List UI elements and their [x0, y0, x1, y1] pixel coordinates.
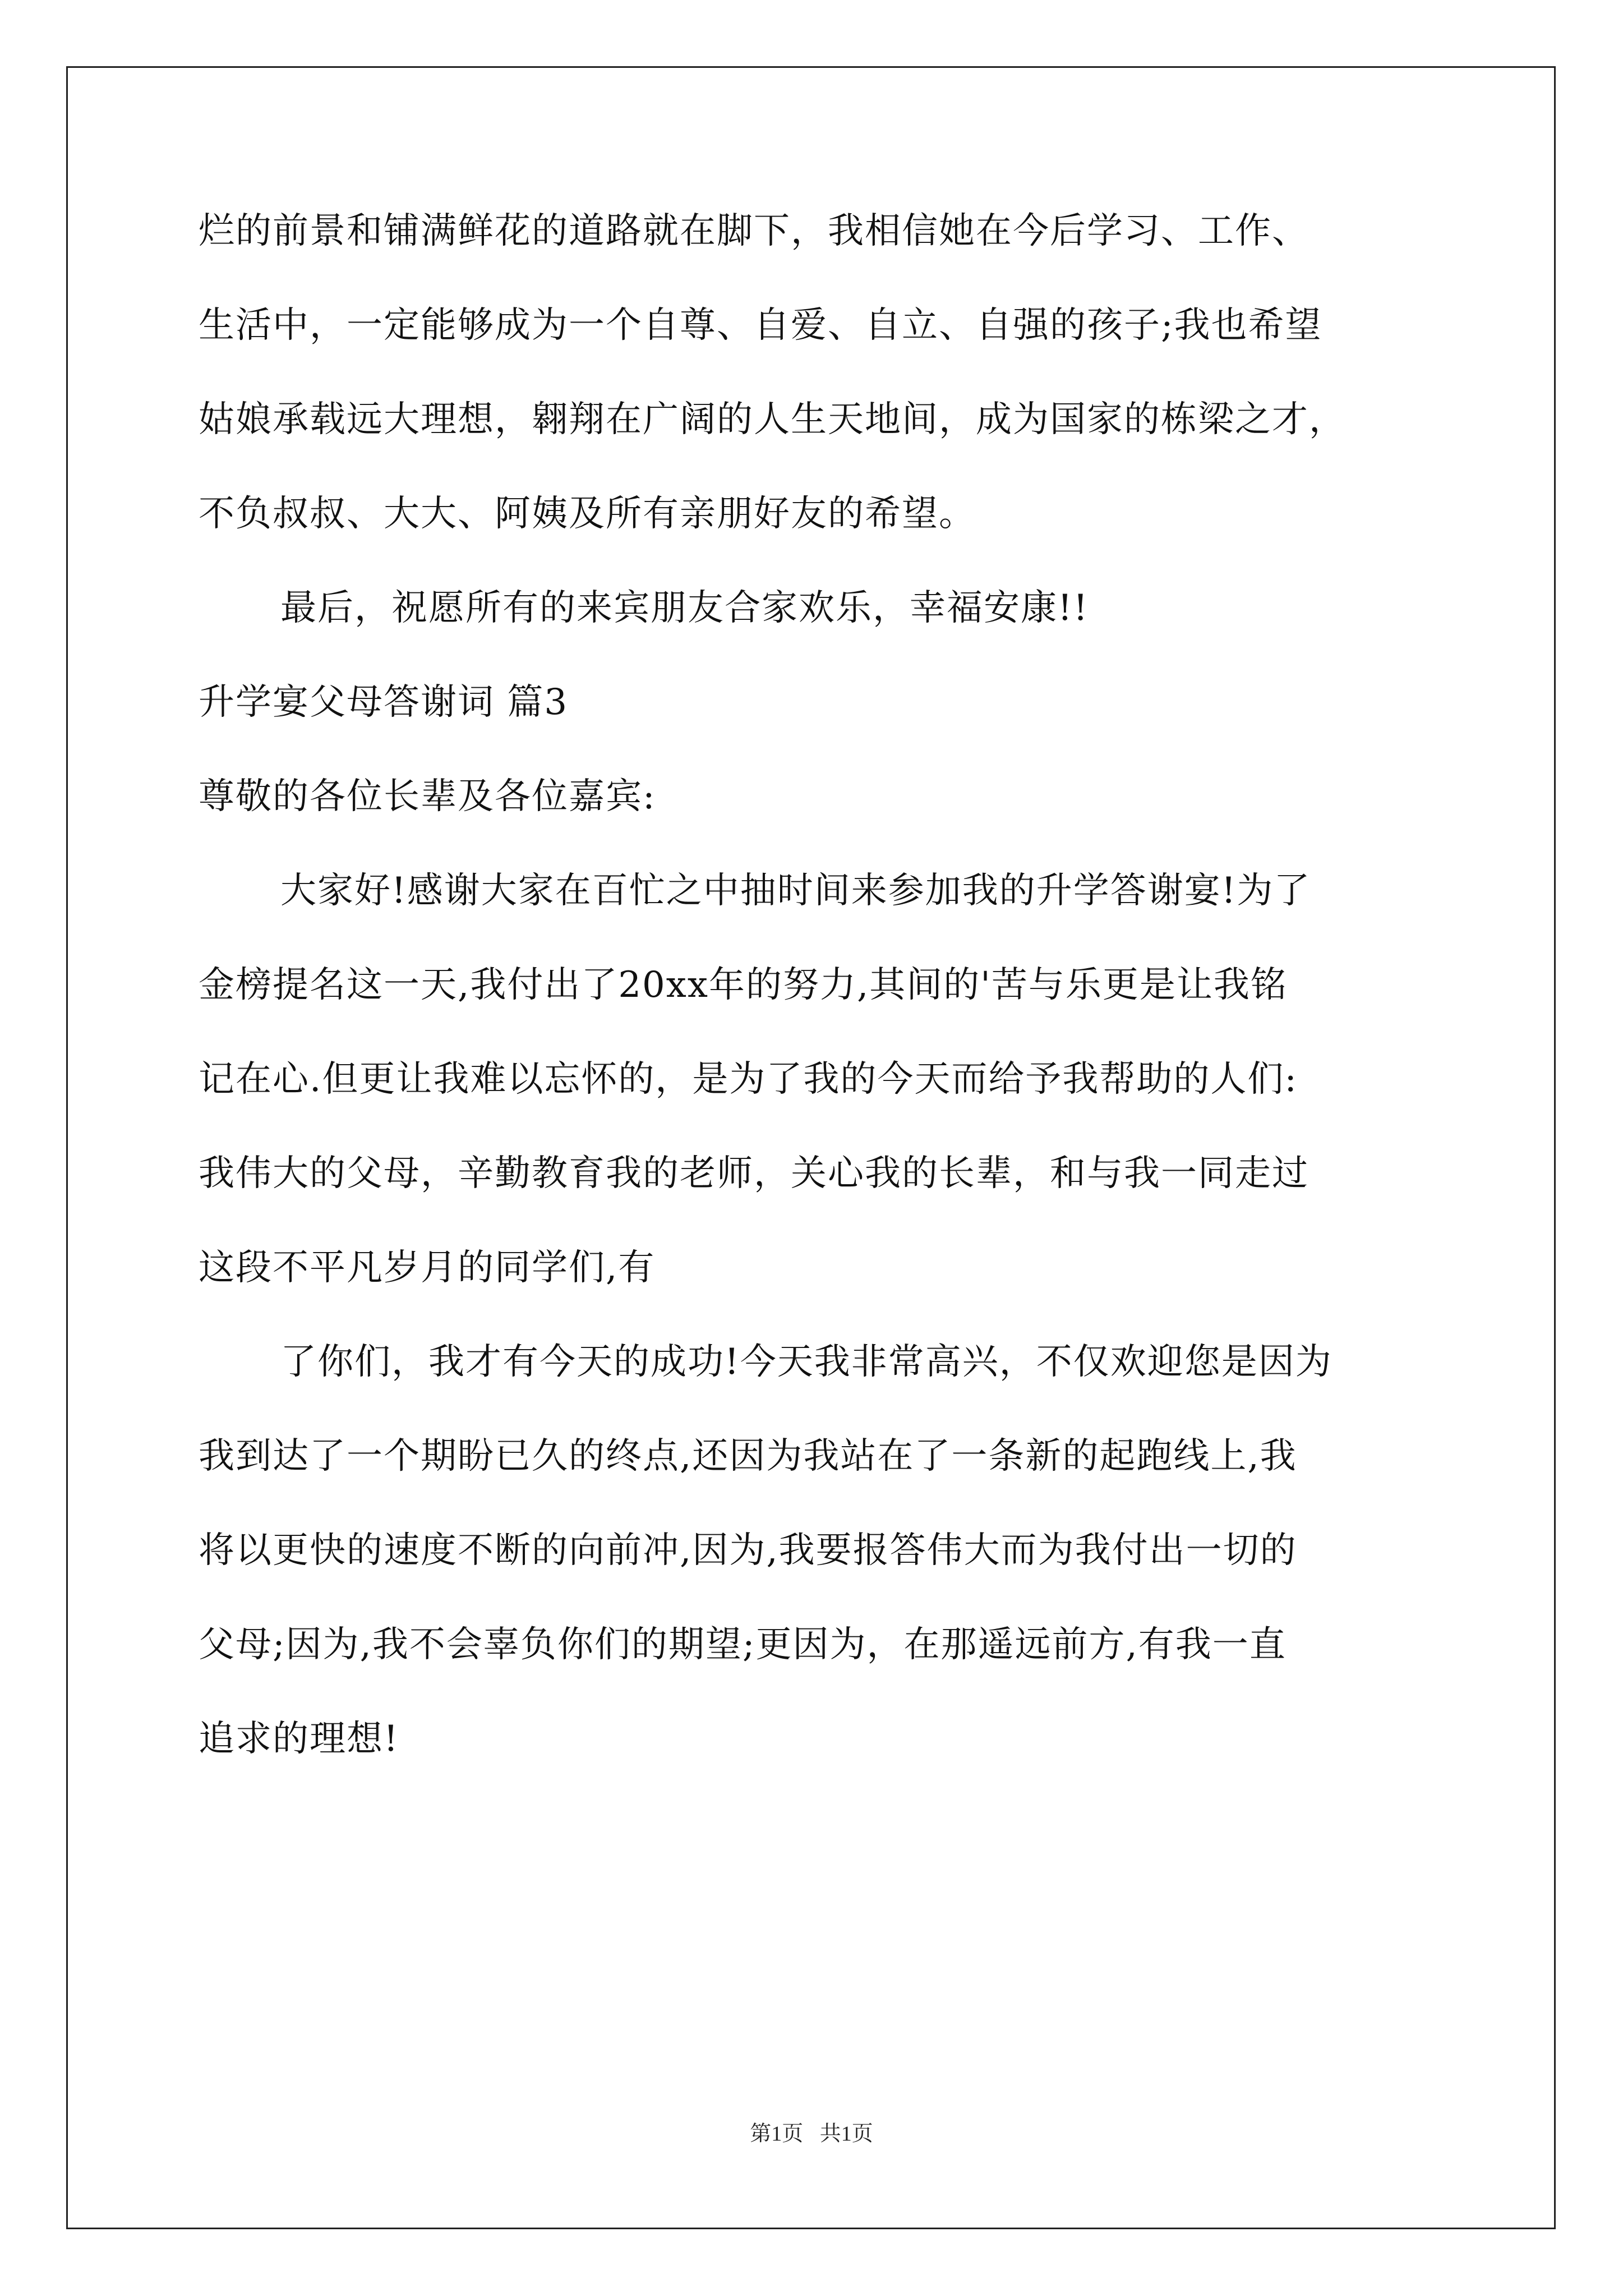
salutation: 尊敬的各位长辈及各位嘉宾:: [199, 776, 656, 817]
page-total: 共1页: [819, 2122, 873, 2146]
text-line: 不负叔叔、大大、阿姨及所有亲朋好友的希望。: [199, 493, 976, 535]
text-line: 父母;因为,我不会辜负你们的期望;更因为，在那遥远前方,有我一直: [199, 1624, 1287, 1665]
text-line: 最后，祝愿所有的来宾朋友合家欢乐，幸福安康!!: [280, 587, 1089, 629]
text-line: 烂的前景和铺满鲜花的道路就在脚下，我相信她在今后学习、工作、: [199, 210, 1309, 252]
text-line: 这段不平凡岁月的同学们,有: [199, 1247, 656, 1289]
section-heading: 升学宴父母答谢词 篇3: [199, 682, 569, 723]
text-line: 将以更快的速度不断的向前冲,因为,我要报答伟大而为我付出一切的: [199, 1530, 1297, 1571]
page-number: 第1页: [750, 2122, 804, 2146]
text-line: 我伟大的父母，辛勤教育我的老师，关心我的长辈，和与我一同走过: [199, 1153, 1309, 1194]
page-footer: [0, 2116, 1623, 2147]
text-line: 记在心.但更让我难以忘怀的，是为了我的今天而给予我帮助的人们:: [199, 1059, 1298, 1100]
text-line: 我到达了一个期盼已久的终点,还因为我站在了一条新的起跑线上,我: [199, 1435, 1297, 1477]
text-line: 大家好!感谢大家在百忙之中抽时间来参加我的升学答谢宴!为了: [280, 870, 1311, 912]
text-line: 生活中，一定能够成为一个自尊、自爱、自立、自强的孩子;我也希望: [199, 305, 1322, 346]
text-line: 了你们，我才有今天的成功!今天我非常高兴，不仅欢迎您是因为: [280, 1341, 1332, 1383]
text-line: 金榜提名这一天,我付出了20xx年的努力,其间的'苦与乐更是让我铭: [199, 964, 1288, 1006]
page-frame: [66, 66, 1556, 2229]
text-line: 追求的理想!: [199, 1718, 399, 1760]
text-line: 姑娘承载远大理想，翱翔在广阔的人生天地间，成为国家的栋梁之才，: [199, 399, 1346, 440]
